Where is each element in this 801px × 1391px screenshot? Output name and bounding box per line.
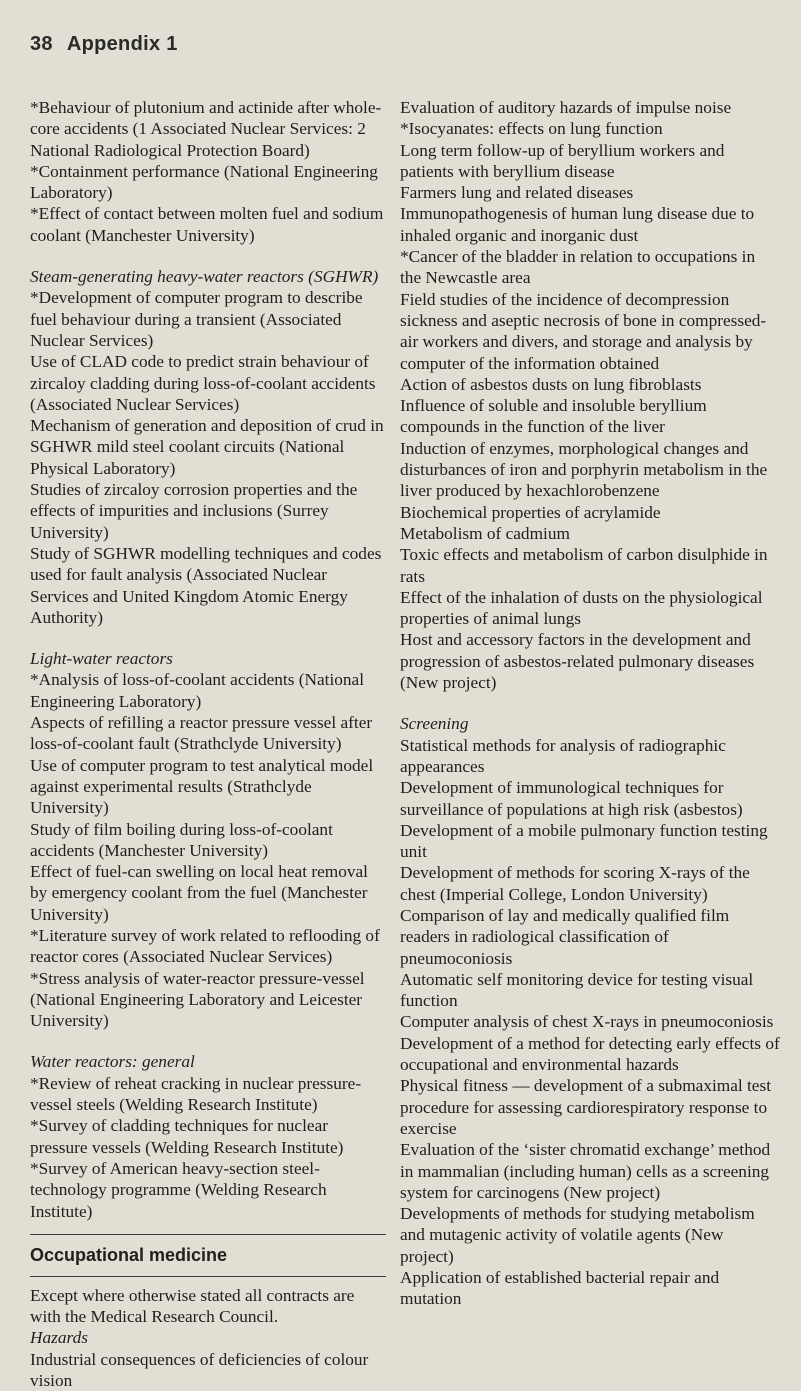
appendix-title: Appendix 1	[66, 33, 178, 55]
list-item: Induction of enzymes, morphological changes and disturbances of iron and porphyrin metabolism in the liver produced by hexachlorobenzene	[400, 438, 768, 501]
list-item: Application of established bacterial repair and mutation	[400, 1268, 720, 1309]
list-item: Aspects of refilling a reactor pressure vessel after loss-of-coolant fault (Strathclyde University)	[30, 713, 373, 754]
list-item: Metabolism of cadmium	[400, 523, 570, 543]
list-item: Industrial consequences of deficiencies of colour vision	[30, 1349, 369, 1391]
list-item: *Stress analysis of water-reactor pressure-vessel (National Engineering Laboratory and Leicester University)	[30, 968, 365, 1031]
occupational-medicine-title: Occupational medicine	[30, 1244, 228, 1265]
list-item: Study of film boiling during loss-of-coolant accidents (Manchester University)	[30, 819, 333, 860]
hazards-heading: Hazards	[30, 1328, 88, 1348]
list-item: *Survey of American heavy-section steel-technology programme (Welding Research Institute)	[30, 1158, 327, 1221]
list-item: Development of immunological techniques for surveillance of populations at high risk (asbestos)	[400, 778, 743, 819]
list-item: Toxic effects and metabolism of carbon disulphide in rats	[400, 545, 768, 586]
section-divider-top	[30, 1234, 386, 1235]
list-item: *Review of reheat cracking in nuclear pressure-vessel steels (Welding Research Institute)	[30, 1073, 362, 1115]
left-column	[30, 97, 388, 1391]
right-column	[400, 97, 780, 1310]
list-item: Automatic self monitoring device for testing visual function	[400, 969, 754, 1011]
list-item: Field studies of the incidence of decompression sickness and aseptic necrosis of bone in compressed-air workers and divers, and storage and analysis by computer of the information obtained	[400, 289, 767, 373]
list-item: Comparison of lay and medically qualified film readers in radiological classification of pneumoconiosis	[400, 905, 730, 968]
screening-heading: Screening	[400, 714, 469, 734]
list-item: Effect of the inhalation of dusts on the physiological properties of animal lungs	[400, 587, 763, 629]
sghwr-heading: Steam-generating heavy-water reactors (SGHWR)	[30, 267, 379, 287]
list-item: Use of computer program to test analytical model against experimental results (Strathclyde University)	[30, 755, 374, 818]
list-item: Effect of fuel-can swelling on local heat removal by emergency coolant from the fuel (Manchester University)	[30, 862, 368, 924]
list-item: Study of SGHWR modelling techniques and codes used for fault analysis (Associated Nuclear Services and United Kingdom Atomic Energy Authority)	[30, 543, 382, 627]
list-item: *Literature survey of work related to reflooding of reactor cores (Associated Nuclear Services)	[30, 925, 380, 967]
list-item: Physical fitness — development of a submaximal test procedure for assessing cardiorespiratory response to exercise	[400, 1076, 771, 1138]
list-item: Evaluation of auditory hazards of impulse noise	[400, 98, 732, 117]
list-item: Development of a mobile pulmonary function testing unit	[400, 820, 768, 862]
list-item: Action of asbestos dusts on lung fibroblasts	[400, 374, 702, 394]
list-item: Studies of zircaloy corrosion properties and the effects of impurities and inclusions (Surrey University)	[30, 480, 358, 542]
list-item: *Behaviour of plutonium and actinide after whole-core accidents (1 Associated Nuclear Services: 2 National Radiological Protection Board)	[30, 98, 382, 160]
water-general-heading: Water reactors: general	[30, 1052, 195, 1072]
list-item: Statistical methods for analysis of radiographic appearances	[400, 735, 726, 776]
list-item: Biochemical properties of acrylamide	[400, 502, 661, 522]
list-item: *Survey of cladding techniques for nuclear pressure vessels (Welding Research Institute)	[30, 1116, 344, 1157]
list-item: Mechanism of generation and deposition of crud in SGHWR mild steel coolant circuits (National Physical Laboratory)	[30, 416, 384, 478]
page-number: 38	[30, 33, 53, 55]
list-item: Farmers lung and related diseases	[400, 183, 634, 203]
page-header	[30, 33, 178, 56]
list-item: Use of CLAD code to predict strain behaviour of zircaloy cladding during loss-of-coolant accidents (Associated Nuclear Services)	[30, 352, 376, 414]
list-item: *Isocyanates: effects on lung function	[400, 119, 663, 139]
list-item: Evaluation of the ‘sister chromatid exchange’ method in mammalian (including human) cells as a screening system for carcinogens (New project)	[400, 1140, 771, 1202]
list-item: Host and accessory factors in the development and progression of asbestos-related pulmonary diseases (New project)	[400, 630, 755, 693]
contracts-note: Except where otherwise stated all contracts are with the Medical Research Council.	[30, 1285, 355, 1327]
light-water-heading: Light-water reactors	[30, 649, 173, 669]
list-item: *Analysis of loss-of-coolant accidents (National Engineering Laboratory)	[30, 670, 365, 711]
list-item: Influence of soluble and insoluble beryllium compounds in the function of the liver	[400, 396, 707, 437]
list-item: Development of a method for detecting early effects of occupational and environmental hazards	[400, 1033, 780, 1075]
list-item: *Containment performance (National Engineering Laboratory)	[30, 161, 378, 203]
list-item: Long term follow-up of beryllium workers and patients with beryllium disease	[400, 140, 725, 181]
section-divider-bottom	[30, 1276, 386, 1277]
list-item: *Development of computer program to describe fuel behaviour during a transient (Associated Nuclear Services)	[30, 288, 363, 350]
list-item: Development of methods for scoring X-rays of the chest (Imperial College, London University)	[400, 863, 750, 904]
list-item: Computer analysis of chest X-rays in pneumoconiosis	[400, 1012, 774, 1032]
list-item: Developments of methods for studying metabolism and mutagenic activity of volatile agents (New project)	[400, 1204, 755, 1266]
list-item: *Effect of contact between molten fuel and sodium coolant (Manchester University)	[30, 204, 384, 245]
list-item: Immunopathogenesis of human lung disease due to inhaled organic and inorganic dust	[400, 204, 755, 245]
list-item: *Cancer of the bladder in relation to occupations in the Newcastle area	[400, 247, 756, 288]
